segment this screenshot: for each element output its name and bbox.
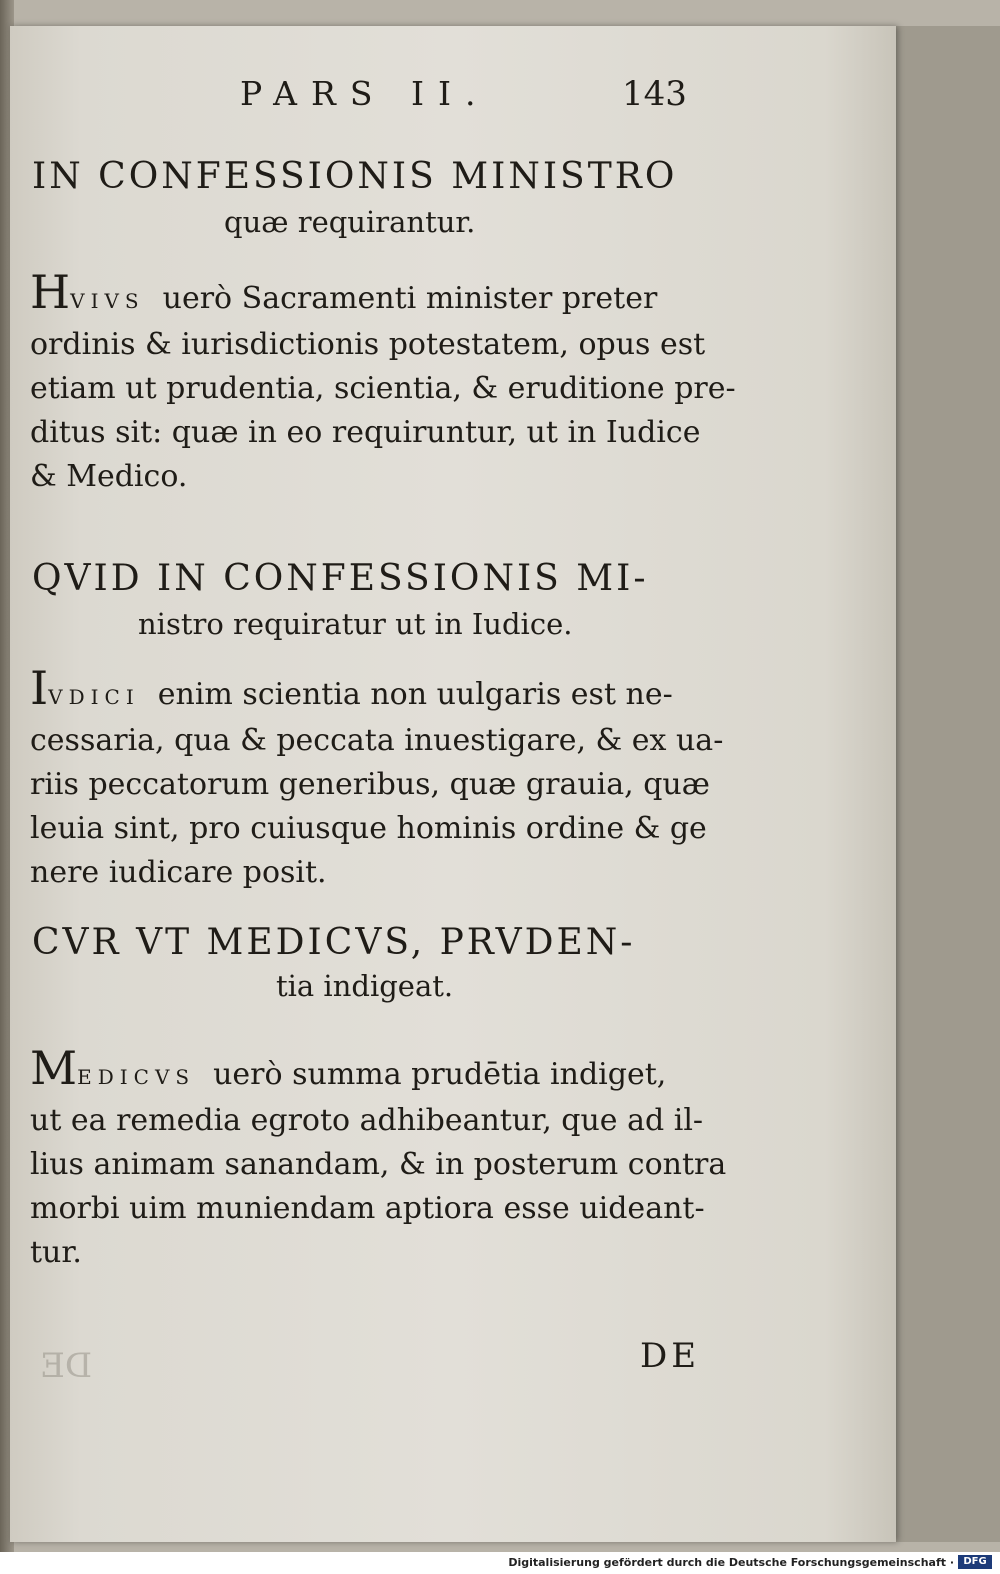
small-caps-word: VDICI bbox=[48, 685, 140, 709]
section-heading-cont-1: quæ requirantur. bbox=[224, 205, 476, 239]
paragraph-line: cessaria, qua & peccata inuestigare, & ex ua- bbox=[30, 723, 724, 758]
line-text: enim scientia non uulgaris est ne- bbox=[157, 677, 673, 712]
running-head bbox=[10, 72, 896, 132]
line-text: uerò Sacramenti minister preter bbox=[162, 281, 658, 316]
section-paragraph-3 bbox=[30, 1041, 730, 1275]
paragraph-line: tur. bbox=[30, 1235, 82, 1270]
small-caps-word: VIVS bbox=[70, 289, 145, 313]
paragraph-line: leuia sint, pro cuiusque hominis ordine & ge bbox=[30, 811, 707, 846]
section-heading-1: IN CONFESSIONIS MINISTRO bbox=[32, 156, 678, 197]
paragraph-line bbox=[30, 265, 730, 323]
section-paragraph-1 bbox=[30, 265, 736, 499]
drop-initial: M bbox=[30, 1041, 78, 1095]
drop-initial: H bbox=[30, 265, 71, 319]
running-title: PARS II. bbox=[240, 74, 490, 113]
section-heading-cont-3: tia indigeat. bbox=[276, 969, 454, 1003]
paragraph-line bbox=[30, 1041, 730, 1099]
drop-initial: I bbox=[30, 661, 49, 715]
section-heading-3: CVR VT MEDICVS, PRVDEN- bbox=[32, 922, 636, 963]
scan-margin bbox=[896, 26, 1000, 1542]
paragraph-line: nere iudicare posit. bbox=[30, 855, 327, 890]
paragraph-line: ditus sit: quæ in eo requiruntur, ut in Iudice bbox=[30, 415, 701, 450]
paragraph-line: & Medico. bbox=[30, 459, 188, 494]
paragraph-line: ordinis & iurisdictionis potestatem, opus est bbox=[30, 327, 706, 362]
book-page bbox=[10, 26, 896, 1542]
paragraph-line bbox=[30, 661, 730, 719]
paragraph-line: morbi uim muniendam aptiora esse uideant- bbox=[30, 1191, 705, 1226]
bleed-through-text: DE bbox=[40, 1346, 93, 1386]
digitization-credit: Digitalisierung gefördert durch die Deutsche Forschungsgemeinschaft · bbox=[508, 1556, 954, 1569]
paragraph-line: ut ea remedia egroto adhibeantur, que ad il- bbox=[30, 1103, 704, 1138]
paragraph-line: riis peccatorum generibus, quæ grauia, quæ bbox=[30, 767, 710, 802]
section-heading-cont-2: nistro requiratur ut in Iudice. bbox=[138, 607, 573, 641]
catchword: DE bbox=[640, 1336, 701, 1376]
line-text: uerò summa prudētia indiget, bbox=[213, 1057, 667, 1092]
section-heading-2: QVID IN CONFESSIONIS MI- bbox=[32, 558, 649, 599]
section-paragraph-2 bbox=[30, 661, 730, 895]
page-number: 143 bbox=[622, 74, 687, 114]
small-caps-word: EDICVS bbox=[77, 1065, 196, 1089]
paragraph-line: lius animam sanandam, & in posterum contra bbox=[30, 1147, 727, 1182]
paragraph-line: etiam ut prudentia, scientia, & eruditione pre- bbox=[30, 371, 736, 406]
dfg-logo-icon: DFG bbox=[958, 1555, 992, 1569]
